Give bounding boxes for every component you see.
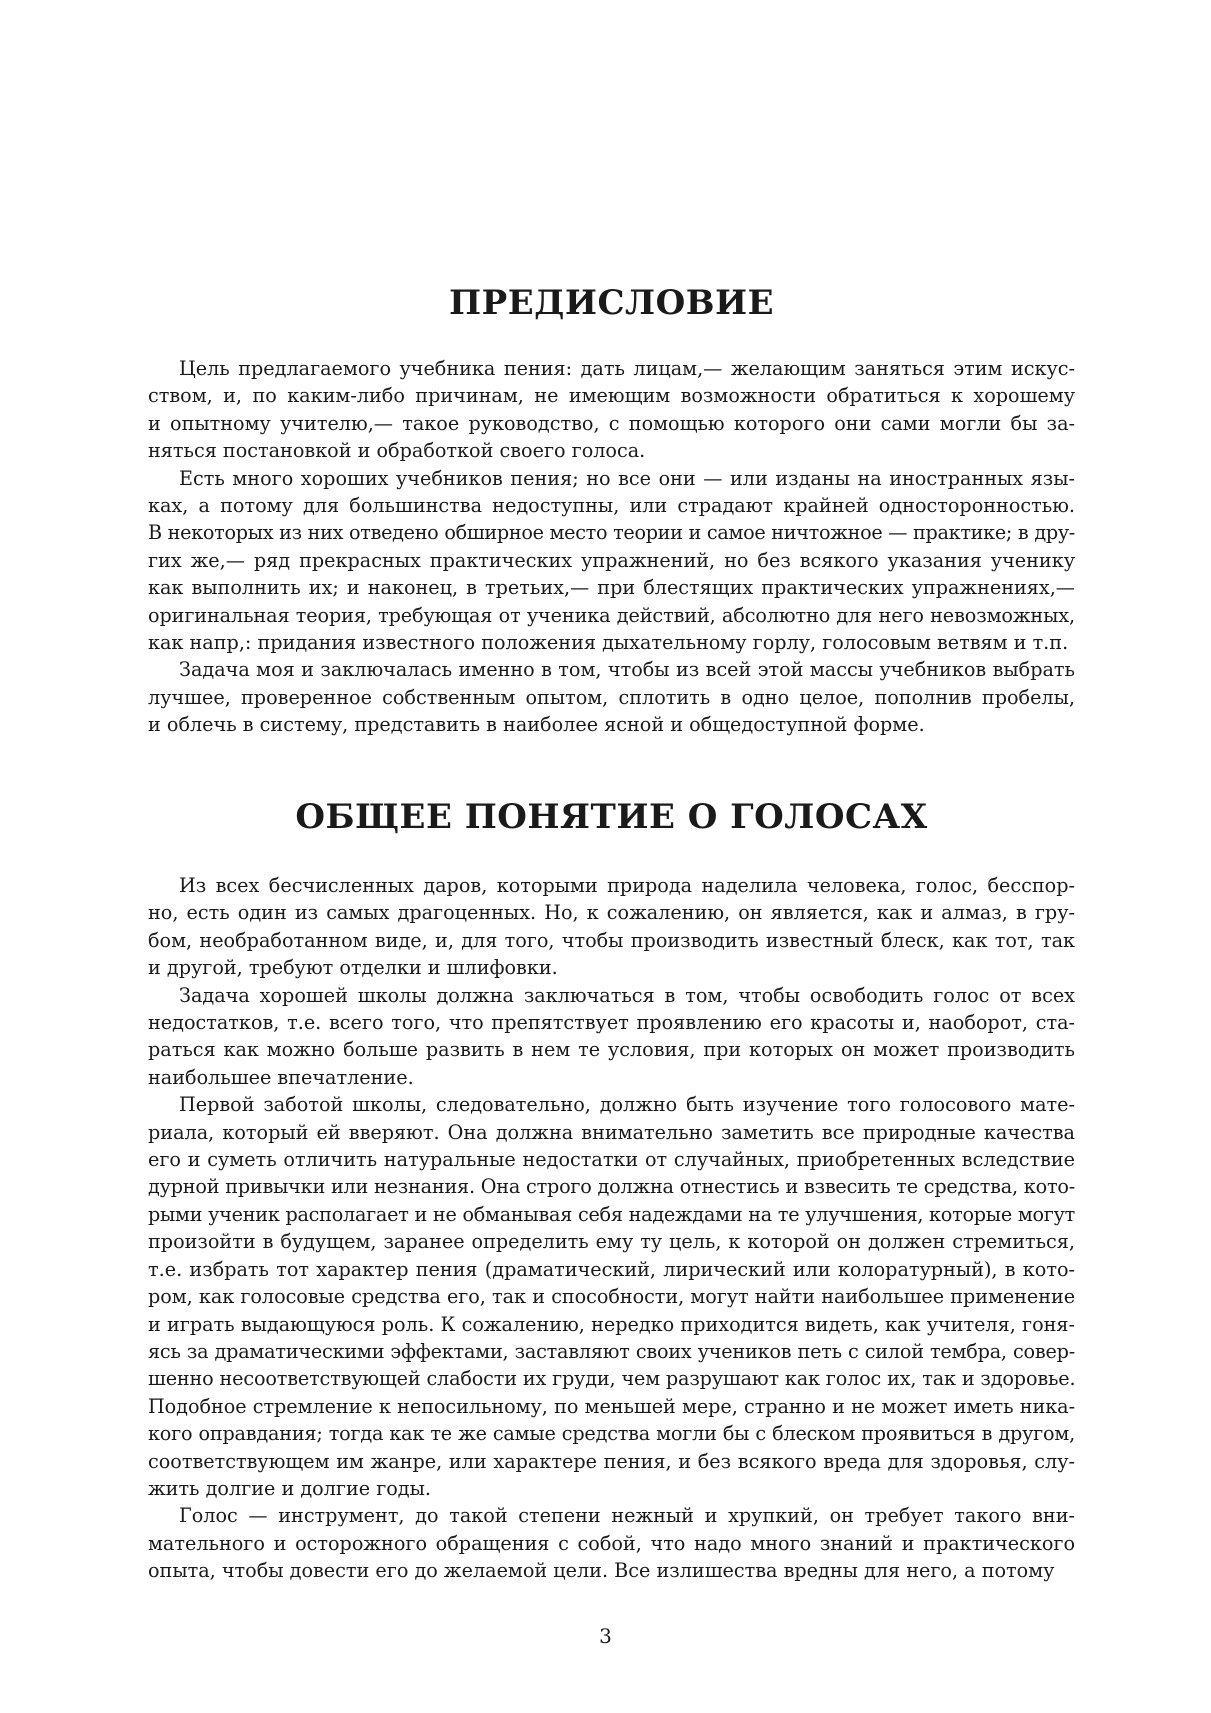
section-voices xyxy=(148,797,1075,1585)
text-line: произойти в будущем, заранее определить ему ту цель, к которой он должен стремиться, xyxy=(148,1230,1075,1254)
paragraph xyxy=(148,982,1075,1092)
text-line: гих же,— ряд прекрасных практических упражнений, но без всякого указания ученику xyxy=(148,548,1075,572)
text-line: риала, который ей вверяют. Она должна внимательно заметить все природные качества xyxy=(148,1120,1075,1144)
text-line: ясь за драматическими эффектами, заставляют своих учеников петь с силой тембра, совер- xyxy=(148,1339,1075,1363)
text-line: кого оправдания; тогда как те же самые средства могли бы с блеском проявиться в другом, xyxy=(148,1422,1075,1446)
text-line: ром, как голосовые средства его, так и способности, могут найти наибольшее применение xyxy=(148,1285,1075,1309)
text-line: жить долгие и долгие годы. xyxy=(148,1476,431,1500)
paragraph xyxy=(148,1502,1075,1584)
text-line: т.е. избрать тот характер пения (драматический, лирический или колоратурный), в кото- xyxy=(148,1257,1075,1281)
text-line: мательного и осторожного обращения с собой, что надо много знаний и практического xyxy=(148,1531,1075,1555)
text-line: шенно несоответствующей слабости их груди, чем разрушают как голос их, так и здоровье. xyxy=(148,1367,1076,1391)
text-line: Голос — инструмент, до такой степени нежный и хрупкий, он требует такого вни- xyxy=(179,1504,1075,1528)
paragraph xyxy=(148,872,1075,982)
text-line: Есть много хороших учебников пения; но все они — или изданы на иностранных язы- xyxy=(179,466,1075,490)
text-line: и играть выдающуюся роль. К сожалению, нередко приходится видеть, как учителя, гоня- xyxy=(148,1312,1075,1336)
text-line: ках, а потому для большинства недоступны, или страдают крайней односторонностью. xyxy=(148,494,1075,518)
text-line: оригинальная теория, требующая от ученика действий, абсолютно для него невозможных, xyxy=(148,603,1075,627)
section-preface xyxy=(148,283,1075,739)
section-body xyxy=(148,872,1075,1585)
text-line: наибольшее впечатление. xyxy=(148,1065,414,1089)
text-line: как напр,: придания известного положения дыхательному горлу, голосовым ветвям и т.п. xyxy=(148,631,1069,655)
text-line: Подобное стремление к непосильному, по меньшей мере, странно и не может иметь ника- xyxy=(148,1394,1075,1418)
text-line: Цель предлагаемого учебника пения: дать лицам,— желающим заняться этим искус- xyxy=(179,357,1075,380)
text-line: соответствующем им жанре, или характере пения, и без всякого вреда для здоровья, слу- xyxy=(148,1449,1075,1473)
paragraph xyxy=(148,656,1075,738)
text-line: как выполнить их; и наконец, в третьих,— при блестящих практических упражнениях,— xyxy=(148,576,1075,600)
text-line: опыта, чтобы довести его до желаемой цели. Все излишества вредны для него, а потому xyxy=(148,1559,1055,1583)
text-line: бом, необработанном виде, и, для того, чтобы производить известный блеск, как тот, так xyxy=(148,928,1075,952)
text-line: Из всех бесчисленных даров, которыми природа наделила человека, голос, бесспор- xyxy=(179,874,1075,897)
text-line: Задача моя и заключалась именно в том, чтобы из всей этой массы учебников выбрать xyxy=(179,658,1075,682)
text-line: ством, и, по каким-либо причинам, не имеющим возможности обратиться к хорошему xyxy=(148,384,1075,408)
text-line: Первой заботой школы, следовательно, должно быть изучение того голосового мате- xyxy=(179,1093,1075,1117)
section-body xyxy=(148,355,1075,739)
text-line: дурной привычки или незнания. Она строго должна отнестись и взвесить те средства, кото- xyxy=(148,1175,1075,1199)
section-title: ПРЕДИСЛОВИЕ xyxy=(449,283,774,323)
text-line: но, есть один из самых драгоценных. Но, к сожалению, он является, как и алмаз, в гру- xyxy=(148,901,1075,925)
page-number: 3 xyxy=(599,1624,612,1648)
paragraph xyxy=(148,465,1075,657)
text-line: В некоторых из них отведено обширное место теории и самое ничтожное — практике; в дру- xyxy=(148,521,1075,545)
text-line: Задача хорошей школы должна заключаться в том, чтобы освободить голос от всех xyxy=(179,983,1075,1007)
text-line: лучшее, проверенное собственным опытом, сплотить в одно целое, пополнив пробелы, xyxy=(148,685,1075,709)
text-line: и другой, требуют отделки и шлифовки. xyxy=(148,956,558,980)
text-line: рыми ученик располагает и не обманывая себя надеждами на те улучшения, которые могут xyxy=(148,1202,1075,1226)
text-line: раться как можно больше развить в нем те условия, при которых он может производить xyxy=(148,1038,1075,1062)
section-title: ОБЩЕЕ ПОНЯТИЕ О ГОЛОСАХ xyxy=(295,797,928,837)
text-line: и облечь в систему, представить в наиболее ясной и общедоступной форме. xyxy=(148,713,925,737)
text-line: няться постановкой и обработкой своего голоса. xyxy=(148,439,646,463)
text-line: и опытному учителю,— такое руководство, с помощью которого они сами могли бы за- xyxy=(148,411,1075,435)
text-line: его и суметь отличить натуральные недостатки от случайных, приобретенных вследствие xyxy=(148,1148,1075,1172)
text-line: недостатков, т.е. всего того, что препятствует проявлению его красоты и, наоборот, ста- xyxy=(148,1011,1075,1035)
paragraph xyxy=(148,355,1075,465)
paragraph xyxy=(148,1091,1075,1502)
